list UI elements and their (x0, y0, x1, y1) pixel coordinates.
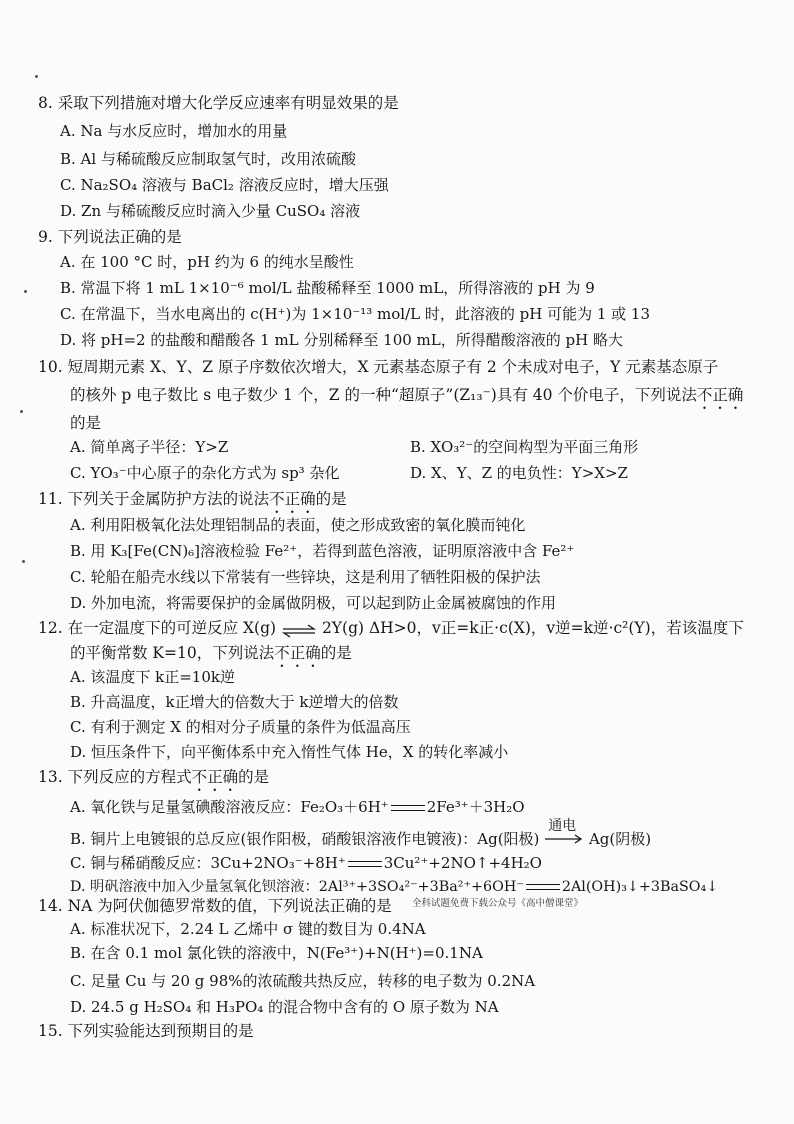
q9-option-a: A. 在 100 °C 时，pH 约为 6 的纯水呈酸性 (60, 253, 354, 271)
q10-stem-text: 的核外 p 电子数比 s 电子数少 1 个，Z 的一种“超原子”(Z₁₃⁻)具有 40 个价电子，下列说法 (70, 386, 697, 404)
q8-option-c: C. Na₂SO₄ 溶液与 BaCl₂ 溶液反应时，增大压强 (60, 176, 389, 194)
electrolysis-arrow (544, 818, 584, 850)
question-15-stem: 15. 下列实验能达到预期目的是 (38, 1022, 254, 1040)
q13-c-right: 3Cu²⁺+2NO↑+4H₂O (383, 854, 542, 872)
scan-dot (24, 290, 27, 293)
q8-option-a: A. Na 与水反应时，增加水的用量 (60, 122, 288, 140)
q10-emphasis-not-correct: 不正确 (696, 386, 744, 404)
q12-stem-text-3: 的平衡常数 K=10，下列说法 (70, 644, 275, 662)
equals-sign-icon (389, 802, 427, 814)
q8-option-b: B. Al 与稀硫酸反应制取氢气时，改用浓硫酸 (60, 150, 356, 168)
q14-option-c: C. 足量 Cu 与 20 g 98%的浓硫酸共热反应，转移的电子数为 0.2NA (70, 972, 536, 990)
q13-option-b (70, 818, 652, 850)
q10-option-a: A. 简单离子半径：Y>Z (70, 438, 229, 456)
q10-option-b: B. XO₃²⁻的空间构型为平面三角形 (410, 438, 639, 456)
q14-option-a: A. 标准状况下，2.24 L 乙烯中 σ 键的数目为 0.4NA (70, 920, 426, 938)
q14-option-d: D. 24.5 g H₂SO₄ 和 H₃PO₄ 的混合物中含有的 O 原子数为 NA (70, 998, 499, 1016)
q9-option-d: D. 将 pH=2 的盐酸和醋酸各 1 mL 分别稀释至 100 mL，所得醋酸溶液的 pH 略大 (60, 331, 623, 349)
question-11-stem (38, 488, 347, 517)
scan-dot (35, 75, 38, 78)
q8-option-d: D. Zn 与稀硫酸反应时滴入少量 CuSO₄ 溶液 (60, 202, 361, 220)
q13-stem-text: 13. 下列反应的方程式 (38, 768, 192, 786)
q13-b-left: B. 铜片上电镀银的总反应(银作阳极，硝酸银溶液作电镀液)：Ag(阳极) (70, 830, 540, 848)
q12-stem-text-2: 2Y(g) ΔH>0，v正=k正·c(X)，v逆=k逆·c²(Y)，若该温度下 (321, 619, 744, 637)
q11-option-b: B. 用 K₃[Fe(CN)₆]溶液检验 Fe²⁺，若得到蓝色溶液，证明原溶液中含 Fe²⁺ (70, 542, 575, 560)
q12-stem-end: 的是 (320, 644, 352, 662)
q13-option-a (70, 796, 525, 818)
question-9-stem: 9. 下列说法正确的是 (38, 228, 182, 246)
q11-option-a: A. 利用阳极氧化法处理铝制品的表面，使之形成致密的氧化膜而钝化 (70, 516, 526, 534)
electrolysis-label: 通电 (548, 818, 577, 834)
q12-option-a: A. 该温度下 k正=10k逆 (70, 668, 235, 686)
q12-stem-text: 12. 在一定温度下的可逆反应 X(g) (38, 619, 277, 637)
q9-option-b: B. 常温下将 1 mL 1×10⁻⁶ mol/L 盐酸稀释至 1000 mL，所得溶液的 pH 为 9 (60, 279, 595, 297)
q13-c-left: C. 铜与稀硝酸反应：3Cu+2NO₃⁻+8H⁺ (70, 854, 346, 872)
question-12-stem-line1 (38, 617, 744, 639)
q13-d-left: D. 明矾溶液中加入少量氢氧化钡溶液：2Al³⁺+3SO₄²⁻+3Ba²⁺+6OH⁻ (70, 879, 524, 895)
question-8-stem: 8. 采取下列措施对增大化学反应速率有明显效果的是 (38, 94, 399, 112)
q11-stem-text: 11. 下列关于金属防护方法的说法 (38, 490, 270, 508)
q12-option-b: B. 升高温度，k正增大的倍数大于 k逆增大的倍数 (70, 693, 399, 711)
q12-option-c: C. 有利于测定 X 的相对分子质量的条件为低温高压 (70, 718, 411, 736)
q13-a-left: A. 氧化铁与足量氢碘酸溶液反应：Fe₂O₃＋6H⁺ (70, 798, 389, 816)
question-13-stem (38, 766, 269, 795)
watermark-text: 全科试题免费下载公众号《高中僧课堂》 (412, 898, 584, 909)
q9-option-c: C. 在常温下，当水电离出的 c(H⁺)为 1×10⁻¹³ mol/L 时，此溶液的 pH 可能为 1 或 13 (60, 305, 651, 323)
scan-dot (20, 410, 23, 413)
question-10-stem-line2 (70, 384, 743, 413)
q11-option-c: C. 轮船在船壳水线以下常装有一些锌块，这是利用了牺牲阳极的保护法 (70, 568, 541, 586)
q14-option-b: B. 在含 0.1 mol 氯化铁的溶液中，N(Fe³⁺)+N(H⁺)=0.1NA (70, 944, 483, 962)
q13-a-right: 2Fe³⁺＋3H₂O (426, 798, 525, 816)
equals-sign-icon (346, 858, 384, 870)
q13-option-c (70, 852, 542, 874)
q13-stem-end: 的是 (238, 768, 270, 786)
q12-option-d: D. 恒压条件下，向平衡体系中充入惰性气体 He，X 的转化率减小 (70, 743, 509, 761)
scan-dot (22, 560, 25, 563)
q13-d-right: 2Al(OH)₃↓+3BaSO₄↓ (561, 879, 719, 895)
q11-stem-end: 的是 (315, 490, 347, 508)
equals-sign-icon (524, 881, 562, 893)
question-14-stem: 14. NA 为阿伏伽德罗常数的值，下列说法正确的是 (38, 897, 392, 915)
q13-b-right: Ag(阴极) (588, 830, 652, 848)
q10-option-d: D. X、Y、Z 的电负性：Y>X>Z (410, 464, 628, 482)
q10-option-c: C. YO₃⁻中心原子的杂化方式为 sp³ 杂化 (70, 464, 340, 482)
q12-emphasis-not-correct: 不正确 (274, 644, 321, 662)
question-10-stem-line3: 的是 (70, 414, 102, 432)
reversible-arrow-icon (281, 622, 317, 636)
question-10-stem-line1: 10. 短周期元素 X、Y、Z 原子序数依次增大，X 元素基态原子有 2 个未成对电子，Y 元素基态原子 (38, 358, 719, 376)
q13-emphasis-not-correct: 不正确 (191, 768, 239, 786)
q11-emphasis-not-correct: 不正确 (269, 490, 316, 508)
q11-option-d: D. 外加电流，将需要保护的金属做阴极，可以起到防止金属被腐蚀的作用 (70, 594, 557, 612)
